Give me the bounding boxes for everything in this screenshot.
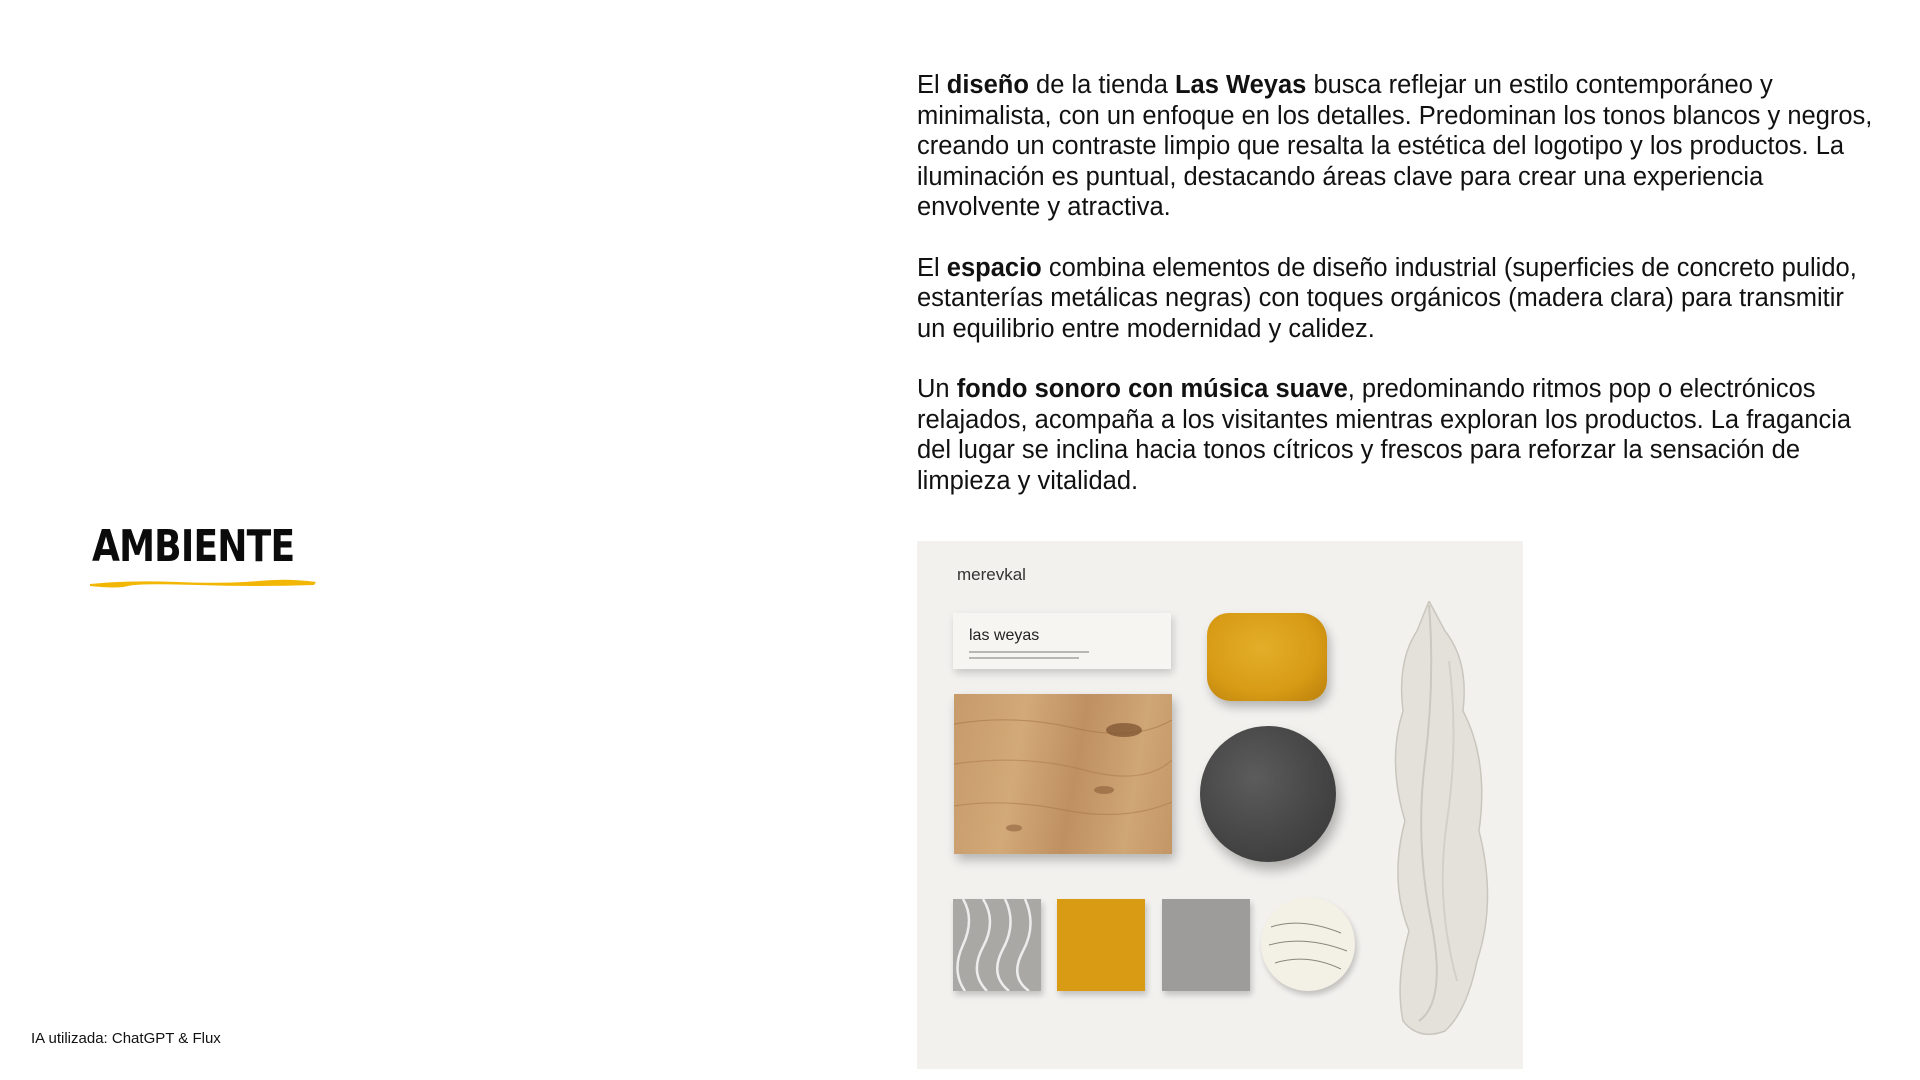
yellow-swatch (1057, 899, 1145, 991)
cream-round-swatch (1261, 897, 1355, 991)
text-segment: de la tienda (1028, 71, 1175, 99)
paragraph-sound (917, 374, 1877, 496)
section-heading (92, 518, 339, 576)
sign-fine-print (969, 651, 1089, 653)
paragraph-space (917, 253, 1877, 345)
gray-concrete-swatch (1162, 899, 1250, 991)
ai-credit: IA utilizada: ChatGPT & Flux (31, 1030, 221, 1047)
yellow-pillow (1207, 613, 1327, 701)
moodboard-image (917, 541, 1523, 1069)
gray-pattern-swatch (953, 899, 1041, 991)
moodboard-brand-label: merevkal (957, 565, 1026, 584)
brand-sign-card (953, 613, 1171, 669)
dark-concrete-disc (1200, 726, 1336, 862)
bold-term-space: espacio (946, 253, 1042, 282)
sign-logo-text: las weyas (969, 627, 1040, 644)
text-segment: Un (917, 375, 957, 403)
bold-term-design: diseño (946, 71, 1029, 99)
title-underline-brush (88, 578, 318, 588)
wood-sample (954, 694, 1172, 854)
swatch-pattern (1261, 897, 1355, 991)
text-segment: busca reflejar un estilo contemporáneo y minimalista, con un enfoque en los detalles. Predominan los tonos blancos y negros, creando un contraste limpio que resalta la estética del logotipo y los productos. La iluminación es puntual, destacando áreas clave para crear una experiencia envolvente y atractiva. (917, 71, 1873, 221)
linen-cloth (1359, 601, 1499, 1041)
text-segment: El (917, 71, 947, 99)
text-segment: El (917, 253, 947, 282)
description-column (917, 70, 1877, 526)
text-segment: combina elementos de diseño industrial (superficies de concreto pulido, estanterías metálicas negras) con toques orgánicos (madera clara) para transmitir un equilibrio entre modernidad y calidez. (917, 253, 1857, 343)
paragraph-design (917, 70, 1877, 223)
bold-term-sound: fondo sonoro con música suave (956, 375, 1348, 403)
text-segment: , predominando ritmos pop o electrónicos relajados, acompaña a los visitantes mientras exploran los productos. La fragancia del lugar se inclina hacia tonos cítricos y frescos para reforzar la sensación de limpieza y vitalidad. (917, 375, 1852, 495)
swatch-pattern (953, 899, 1041, 991)
bold-term-brand: Las Weyas (1174, 71, 1307, 99)
wood-grain-texture (954, 694, 1172, 854)
page-title: AMBIENTE (92, 521, 295, 572)
sign-fine-print (969, 657, 1079, 659)
